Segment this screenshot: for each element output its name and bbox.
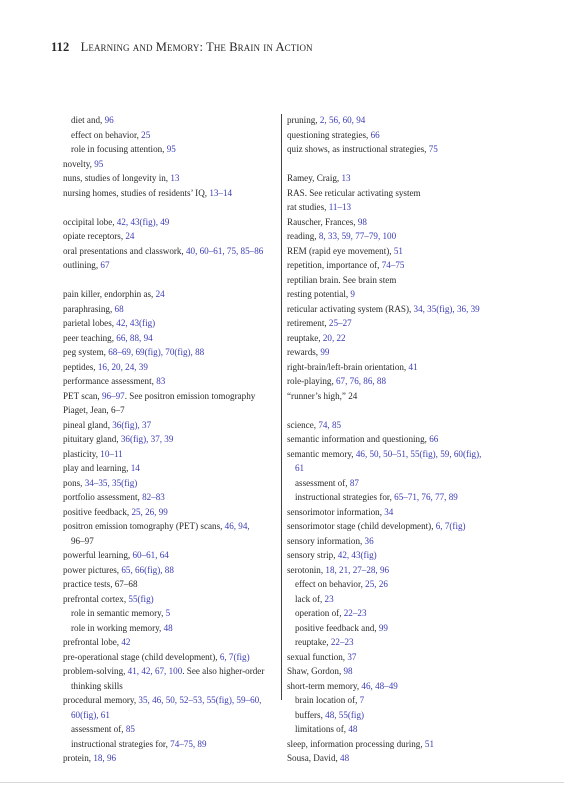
index-entry [287, 418, 515, 433]
entry-term: nuns, studies of longevity in, [63, 173, 171, 183]
page-reference-link[interactable]: 36(fig), 37 [112, 419, 152, 430]
index-entry [287, 128, 515, 143]
index-entry [63, 693, 273, 708]
page-reference-link[interactable]: 16, 20, 24, 39 [97, 361, 148, 372]
entry-term: REM (rapid eye movement), [287, 245, 394, 256]
page-reference-link[interactable]: 42 [121, 637, 131, 647]
index-entry [63, 577, 273, 592]
page-reference-link[interactable]: 11–13 [328, 202, 352, 212]
page-reference-link[interactable]: 8, 33, 59, 77–79, 100 [318, 231, 397, 241]
entry-term: assessment of, [295, 477, 350, 488]
index-entry [287, 273, 515, 288]
entry-term: quiz shows, as instructional strategies, [287, 144, 429, 154]
entry-term: sensory strip, [287, 550, 338, 560]
index-subentry [63, 142, 273, 157]
entry-term: right-brain/left-brain orientation, [287, 361, 409, 372]
entry-term: semantic memory, [287, 448, 356, 459]
entry-term: 96–97 [71, 535, 94, 546]
entry-term: rewards, [287, 347, 321, 357]
page-reference-link[interactable]: 65–71, 76, 77, 89 [394, 492, 458, 502]
index-entry [63, 389, 273, 404]
page-reference-link[interactable]: 18, 96 [93, 753, 117, 763]
page-reference-link[interactable]: 67, 76, 86, 88 [336, 376, 387, 386]
index-subentry [63, 708, 273, 723]
index-subentry [63, 722, 273, 737]
index-entry [63, 171, 273, 186]
index-entry [287, 534, 515, 549]
page-reference-link[interactable]: 75 [428, 144, 438, 154]
entry-term: serotonin, [287, 564, 326, 575]
index-entry [63, 403, 273, 418]
page-reference-link[interactable]: 48 [163, 622, 173, 633]
page-reference-link[interactable]: 96 [104, 115, 114, 125]
index-entry [63, 302, 273, 317]
page-reference-link[interactable]: 85 [125, 724, 135, 734]
index-entry [287, 113, 515, 128]
index-entry [287, 186, 515, 201]
page-reference-link[interactable]: 41 [408, 361, 418, 372]
index-subentry [287, 476, 515, 491]
entry-term: retirement, [287, 318, 329, 328]
index-entry [63, 751, 273, 766]
index-subentry [287, 708, 515, 723]
entry-gap [287, 403, 515, 418]
entry-term: pruning, [287, 115, 320, 125]
index-entry [287, 650, 515, 665]
index-subentry [63, 113, 273, 128]
page-reference-link[interactable]: 25, 26, 99 [131, 506, 168, 517]
index-entry [63, 374, 273, 389]
page-reference-link[interactable]: 42, 43(fig) [116, 318, 156, 328]
index-entry [287, 737, 515, 752]
page-reference-link[interactable]: 82–83 [142, 492, 165, 502]
index-entry [63, 331, 273, 346]
entry-term: short-term memory, [287, 680, 362, 691]
entry-term: play and learning, [63, 463, 131, 473]
index-entry [63, 360, 273, 375]
index-entry [287, 142, 515, 157]
index-entry [287, 215, 515, 230]
page-reference-link[interactable]: 68 [114, 303, 124, 314]
entry-term: RAS. See reticular activating system [287, 187, 421, 198]
index-entry [287, 389, 515, 404]
entry-term: instructional strategies for, [71, 738, 171, 749]
entry-term: role in semantic memory, [71, 608, 166, 618]
entry-term: pituitary gland, [63, 434, 121, 444]
page-reference-link[interactable]: 65, 66(fig), 88 [121, 564, 174, 575]
entry-term: resting potential, [287, 289, 351, 299]
entry-gap [63, 273, 273, 288]
index-entry [287, 229, 515, 244]
page-reference-link[interactable]: 13 [341, 173, 351, 183]
page-reference-link[interactable]: 95 [94, 158, 104, 169]
index-entry [287, 258, 515, 273]
index-entry [287, 505, 515, 520]
page-reference-link[interactable]: 34–35, 35(fig) [84, 477, 138, 488]
index-subentry [63, 737, 273, 752]
page-reference-link[interactable]: 2, 56, 60, 94 [319, 115, 366, 125]
entry-term: assessment of, [71, 724, 126, 734]
page-reference-link[interactable]: 51 [393, 245, 403, 256]
entry-term: peptides, [63, 361, 98, 372]
page-reference-link[interactable]: 87 [349, 477, 359, 488]
entry-term: role in working memory, [71, 622, 164, 633]
entry-term: positive feedback, [63, 506, 132, 517]
entry-term: sexual function, [287, 651, 348, 662]
index-subentry [287, 461, 515, 476]
page-reference-link[interactable]: 66, 88, 94 [116, 332, 153, 343]
entry-term: peg system, [63, 347, 109, 357]
page-reference-link[interactable]: 42, 43(fig), 49 [116, 216, 170, 227]
page-reference-link[interactable]: 48 [348, 724, 358, 734]
index-subentry [287, 577, 515, 592]
entry-term: pain killer, endorphin as, [63, 289, 156, 299]
entry-term: plasticity, [63, 448, 101, 459]
page-reference-link[interactable]: 68–69, 69(fig), 70(fig), 88 [108, 347, 205, 357]
page-bottom-edge [0, 782, 564, 783]
entry-term: practice tests, 67–68 [63, 579, 138, 589]
entry-term: instructional strategies for, [295, 492, 395, 502]
page-reference-link[interactable]: 25–27 [328, 318, 352, 328]
entry-term: thinking skills [71, 680, 123, 691]
index-entry [63, 418, 273, 433]
entry-term: oral presentations and classwork, [63, 245, 186, 256]
entry-term: effect on behavior, [71, 129, 142, 140]
page-reference-link[interactable]: 61 [295, 463, 305, 473]
index-entry [63, 664, 273, 679]
index-entry [287, 302, 515, 317]
index-entry [287, 331, 515, 346]
entry-term: pineal gland, [63, 419, 113, 430]
page-reference-link[interactable]: 55(fig) [128, 593, 154, 604]
page-reference-link[interactable]: 83 [156, 376, 166, 386]
index-entry [63, 505, 273, 520]
index-entry [63, 563, 273, 578]
page-header [51, 40, 313, 55]
page-reference-link[interactable]: 36(fig), 37, 39 [120, 434, 174, 444]
page-reference-link[interactable]: 41, 42, 67, 100 [127, 666, 183, 676]
column-divider [281, 114, 282, 700]
entry-term: pre-operational stage (child development), [63, 651, 220, 662]
index-entry [63, 650, 273, 665]
entry-term: Sousa, David, [287, 753, 341, 763]
page-reference-link[interactable]: 48 [340, 753, 350, 763]
page-reference-link[interactable]: 5 [165, 608, 171, 618]
index-subentry [287, 592, 515, 607]
page-reference-link[interactable]: 35, 46, 50, 52–53, 55(fig), 59–60, [138, 695, 262, 705]
page-reference-link[interactable]: 13 [170, 173, 180, 183]
index-subentry [287, 722, 515, 737]
entry-term: operation of, [295, 608, 344, 618]
entry-gap [287, 157, 515, 172]
entry-term: reading, [287, 231, 319, 241]
index-entry [287, 171, 515, 186]
index-entry [287, 287, 515, 302]
index-subentry [63, 679, 273, 694]
index-subentry [287, 621, 515, 636]
index-entry [287, 432, 515, 447]
entry-term: role-playing, [287, 376, 336, 386]
entry-term: sensorimotor stage (child development), [287, 521, 436, 531]
index-entry [287, 751, 515, 766]
entry-term: sensory information, [287, 535, 365, 546]
page-reference-link[interactable]: 42, 43(fig) [337, 550, 377, 560]
index-entry [287, 345, 515, 360]
page-reference-link[interactable]: 46, 50, 50–51, 55(fig), 59, 60(fig), [355, 448, 482, 459]
index-entry [287, 519, 515, 534]
page-reference-link[interactable]: 34, 35(fig), 36, 39 [413, 303, 480, 314]
entry-see-reference: . See also higher-order [182, 666, 265, 676]
page-reference-link[interactable]: 10–11 [100, 448, 123, 459]
entry-term: buffers, [295, 709, 326, 720]
entry-term: reticular activating system (RAS), [287, 303, 414, 314]
index-entry [63, 447, 273, 462]
index-entry [63, 476, 273, 491]
index-subentry [63, 621, 273, 636]
page-reference-link[interactable]: 37 [347, 651, 357, 662]
page-reference-link[interactable]: 67 [100, 260, 110, 270]
index-entry [63, 635, 273, 650]
entry-term: opiate receptors, [63, 231, 126, 241]
entry-term: Shaw, Gordon, [287, 666, 344, 676]
entry-term: Ramey, Craig, [287, 173, 342, 183]
entry-term: diet and, [71, 115, 105, 125]
entry-term: prefrontal cortex, [63, 593, 129, 604]
entry-term: limitations of, [295, 724, 349, 734]
page-reference-link[interactable]: 25, 26 [365, 579, 388, 589]
entry-term: performance assessment, [63, 376, 157, 386]
entry-term: protein, [63, 753, 94, 763]
index-entry [63, 490, 273, 505]
entry-term: powerful learning, [63, 550, 133, 560]
page-reference-link[interactable]: 66 [370, 129, 380, 140]
index-entry [63, 244, 273, 259]
entry-term: questioning strategies, [287, 129, 371, 140]
page-reference-link[interactable]: 74–75 [381, 260, 405, 270]
page-reference-link[interactable]: 66 [429, 434, 439, 444]
entry-term: peer teaching, [63, 332, 117, 343]
entry-term: procedural memory, [63, 695, 139, 705]
page-reference-link[interactable]: 24 [125, 231, 135, 241]
page-reference-link[interactable]: 99 [378, 622, 388, 633]
index-entry [63, 258, 273, 273]
page-reference-link[interactable]: 95 [166, 144, 176, 154]
index-entry [287, 374, 515, 389]
index-entry [287, 244, 515, 259]
page-reference-link[interactable]: 20, 22 [322, 332, 346, 343]
entry-term: brain location of, [295, 695, 360, 705]
page-reference-link[interactable]: 24 [155, 289, 165, 299]
entry-term: occipital lobe, [63, 216, 117, 227]
index-subentry [287, 606, 515, 621]
index-entry [287, 447, 515, 462]
page-reference-link[interactable]: 7 [359, 695, 365, 705]
entry-term: Rauscher, Frances, [287, 216, 358, 227]
entry-term: effect on behavior, [295, 579, 366, 589]
entry-term: Piaget, Jean, 6–7 [63, 405, 125, 415]
entry-term: lack of, [295, 593, 325, 604]
page-reference-link[interactable]: 13–14 [209, 187, 233, 198]
page-number: 112 [51, 40, 70, 54]
entry-term: role in focusing attention, [71, 144, 167, 154]
index-entry [287, 200, 515, 215]
index-entry [63, 186, 273, 201]
page-reference-link[interactable]: 34 [384, 506, 394, 517]
page-reference-link[interactable]: 99 [320, 347, 330, 357]
index-entry [63, 345, 273, 360]
index-entry [287, 316, 515, 331]
index-entry [63, 157, 273, 172]
entry-term: problem-solving, [63, 666, 128, 676]
page-reference-link[interactable]: 23 [324, 593, 334, 604]
page-reference-link[interactable]: 6, 7(fig) [219, 651, 250, 662]
index-entry [63, 592, 273, 607]
index-entry [63, 548, 273, 563]
entry-term: repetition, importance of, [287, 260, 382, 270]
index-entry [287, 563, 515, 578]
page-reference-link[interactable]: 60(fig), 61 [71, 709, 110, 720]
index-entry [63, 316, 273, 331]
entry-see-reference: . See positron emission tomography [124, 390, 256, 401]
page-reference-link[interactable]: 46, 94, [224, 521, 250, 531]
entry-term: outlining, [63, 260, 101, 270]
page-reference-link[interactable]: 98 [343, 666, 353, 676]
page-reference-link[interactable]: 18, 21, 27–28, 96 [325, 564, 390, 575]
entry-term: PET scan, [63, 390, 102, 401]
page-reference-link[interactable]: 74–75, 89 [170, 738, 207, 749]
entry-term: paraphrasing, [63, 303, 115, 314]
entry-term: sleep, information processing during, [287, 738, 425, 749]
index-entry [63, 432, 273, 447]
entry-term: semantic information and questioning, [287, 434, 430, 444]
index-entry [287, 360, 515, 375]
page-reference-link[interactable]: 25 [141, 129, 151, 140]
entry-term: reuptake, [287, 332, 323, 343]
entry-term: positive feedback and, [295, 622, 379, 633]
entry-term: power pictures, [63, 564, 122, 575]
entry-term: “runner’s high,” 24 [287, 390, 358, 401]
index-column-left [63, 113, 273, 766]
running-title: Learning and Memory: The Brain in Action [80, 40, 313, 54]
page-reference-link[interactable]: 22–23 [343, 608, 367, 618]
page-reference-link[interactable]: 22–23 [330, 637, 354, 647]
entry-term: nursing homes, studies of residents’ IQ, [63, 187, 210, 198]
entry-term: novelty, [63, 158, 95, 169]
page-reference-link[interactable]: 98 [357, 216, 367, 227]
index-entry [63, 519, 273, 534]
page-reference-link[interactable]: 14 [130, 463, 140, 473]
index-subentry [287, 635, 515, 650]
index-entry [63, 215, 273, 230]
page-reference-link[interactable]: 6, 7(fig) [435, 521, 466, 531]
index-subentry [287, 490, 515, 505]
entry-term: prefrontal lobe, [63, 637, 122, 647]
entry-term: positron emission tomography (PET) scans, [63, 521, 225, 531]
page-reference-link[interactable]: 9 [350, 289, 355, 299]
entry-term: rat studies, [287, 202, 329, 212]
entry-term: portfolio assessment, [63, 492, 143, 502]
entry-term: science, [287, 419, 319, 430]
page-reference-link[interactable]: 40, 60–61, 75, 85–86 [185, 245, 264, 256]
entry-term: parietal lobes, [63, 318, 117, 328]
entry-term: sensorimotor information, [287, 506, 385, 517]
index-entry [287, 679, 515, 694]
page-reference-link[interactable]: 51 [424, 738, 434, 749]
index-subentry [63, 128, 273, 143]
page-reference-link[interactable]: 60–61, 64 [132, 550, 169, 560]
entry-term: reuptake, [295, 637, 331, 647]
index-column-right [287, 113, 515, 766]
page-reference-link[interactable]: 48, 55(fig) [325, 709, 365, 720]
page-reference-link[interactable]: 96–97 [101, 390, 125, 401]
index-entry [63, 461, 273, 476]
index-subentry [287, 693, 515, 708]
entry-gap [63, 200, 273, 215]
index-entry [63, 287, 273, 302]
index-entry [63, 229, 273, 244]
index-subentry [63, 534, 273, 549]
index-entry [287, 664, 515, 679]
page-reference-link[interactable]: 74, 85 [318, 419, 342, 430]
index-subentry [63, 606, 273, 621]
index-entry [287, 548, 515, 563]
entry-term: pons, [63, 477, 85, 488]
entry-term: reptilian brain. See brain stem [287, 274, 397, 285]
page-reference-link[interactable]: 36 [364, 535, 374, 546]
page-reference-link[interactable]: 46, 48–49 [361, 680, 398, 691]
